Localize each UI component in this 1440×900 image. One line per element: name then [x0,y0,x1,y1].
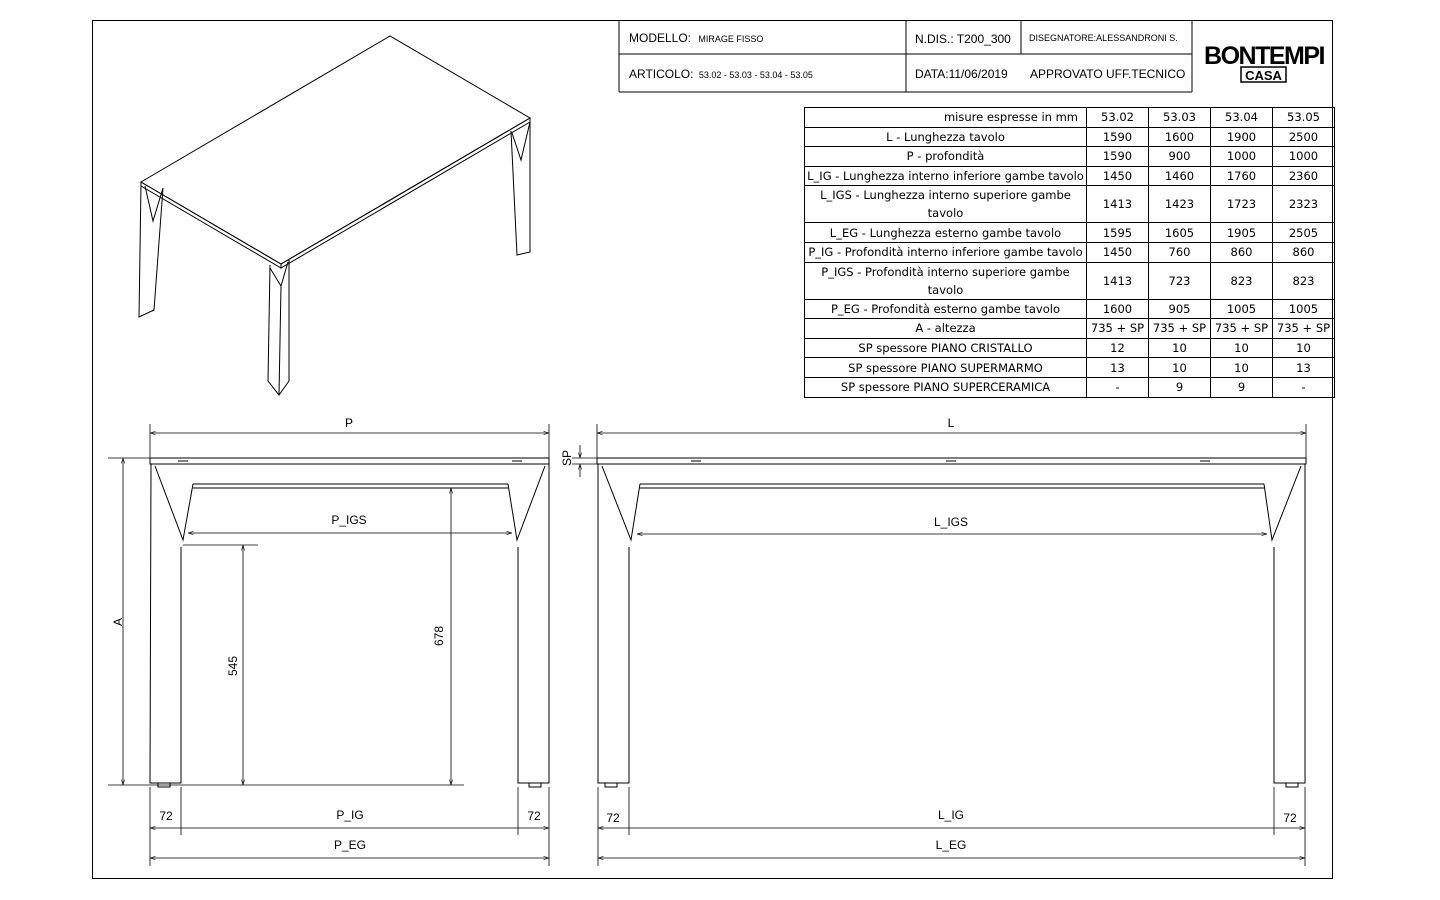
row-label: P_IGS - Profondità interno superiore gambe tavolo [805,262,1087,299]
row-value: 10 [1273,338,1335,358]
side-view-labels [111,416,541,852]
row-value: 10 [1149,358,1211,378]
table-header-label: misure espresse in mm [805,108,1087,128]
row-label: L - Lunghezza tavolo [805,127,1087,147]
row-value: 10 [1211,358,1273,378]
row-label: L_IGS - Lunghezza interno superiore gambe tavolo [805,186,1087,223]
row-label: P - profondità [805,147,1087,167]
row-value: 2360 [1273,166,1335,186]
dim-label-l-eg: L_EG [935,838,967,852]
dim-label-sp: SP [560,449,574,467]
row-value: 9 [1211,377,1273,397]
row-value: 2505 [1273,223,1335,243]
designer-field: DISEGNATORE:ALESSANDRONI S. [1029,33,1178,43]
row-value: 1000 [1211,147,1273,167]
row-value: 860 [1273,242,1335,262]
row-value: 735 + SP [1087,319,1149,339]
row-value: 1760 [1211,166,1273,186]
row-value: 1590 [1087,127,1149,147]
row-value: 735 + SP [1149,319,1211,339]
front-view-dimensions [572,424,1306,866]
dim-label-545: 545 [226,655,240,677]
row-value: 13 [1087,358,1149,378]
row-value: 9 [1149,377,1211,397]
isometric-table-view [139,36,530,395]
front-view [597,458,1306,787]
column-header: 53.02 [1087,108,1149,128]
row-value: 760 [1149,242,1211,262]
dim-label-leg-right: 72 [1283,811,1297,825]
row-value: 1600 [1149,127,1211,147]
dim-label-l-ig: L_IG [937,808,965,822]
row-value: 723 [1149,262,1211,299]
logo-sub-text: CASA [1245,68,1282,83]
row-value: 1723 [1211,186,1273,223]
row-value: - [1273,377,1335,397]
row-value: 1595 [1087,223,1149,243]
row-value: 1605 [1149,223,1211,243]
logo-brand-text: BONTEMPI [1204,42,1324,70]
dim-label-l-igs: L_IGS [933,515,969,529]
row-value: 735 + SP [1273,319,1335,339]
row-label: SP spessore PIANO SUPERMARMO [805,358,1087,378]
row-value: 1413 [1087,186,1149,223]
row-value: 10 [1211,338,1273,358]
row-value: 12 [1087,338,1149,358]
data-label: DATA: [915,67,949,81]
row-value: 13 [1273,358,1335,378]
row-label: L_EG - Lunghezza esterno gambe tavolo [805,223,1087,243]
row-value: 1005 [1273,299,1335,319]
row-value: 1590 [1087,147,1149,167]
row-value: 823 [1211,262,1273,299]
dim-label-p-igs: P_IGS [331,513,367,527]
row-value: 10 [1149,338,1211,358]
row-value: 2500 [1273,127,1335,147]
column-header: 53.03 [1149,108,1211,128]
row-value: 900 [1149,147,1211,167]
row-value: 2323 [1273,186,1335,223]
row-value: 905 [1149,299,1211,319]
row-value: 1600 [1087,299,1149,319]
row-value: 1423 [1149,186,1211,223]
dim-label-p-ig: P_IG [336,808,364,822]
row-value: 1450 [1087,242,1149,262]
articolo-label: ARTICOLO: [629,67,694,81]
column-header: 53.05 [1273,108,1335,128]
dim-label-678: 678 [432,625,446,647]
dim-label-p: P [344,416,354,430]
modello-value: MIRAGE FISSO [698,34,764,44]
articolo-value: 53.02 - 53.03 - 53.04 - 53.05 [698,70,813,80]
row-label: P_EG - Profondità esterno gambe tavolo [805,299,1087,319]
row-value: 1005 [1211,299,1273,319]
ndis-value: T200_300 [956,32,1011,46]
side-view-dimensions [108,424,549,866]
row-value: 1460 [1149,166,1211,186]
row-value: 735 + SP [1211,319,1273,339]
dim-label-p-eg: P_EG [333,838,367,852]
column-header: 53.04 [1211,108,1273,128]
row-value: 860 [1211,242,1273,262]
row-value: 1905 [1211,223,1273,243]
row-label: SP spessore PIANO SUPERCERAMICA [805,377,1087,397]
row-value: - [1087,377,1149,397]
dim-label-l: L [947,416,955,430]
row-label: A - altezza [805,319,1087,339]
row-value: 1900 [1211,127,1273,147]
row-label: P_IG - Profondità interno inferiore gambe tavolo [805,242,1087,262]
dim-label-a: A [111,617,125,627]
row-value: 1413 [1087,262,1149,299]
modello-label: MODELLO: [629,31,692,45]
approval-field: APPROVATO UFF.TECNICO [1030,67,1186,81]
row-value: 1450 [1087,166,1149,186]
row-value: 1000 [1273,147,1335,167]
row-label: L_IG - Lunghezza interno inferiore gambe tavolo [805,166,1087,186]
side-view [150,458,549,787]
row-value: 823 [1273,262,1335,299]
front-view-labels [560,416,1297,852]
data-value: 11/06/2019 [948,67,1008,81]
row-label: SP spessore PIANO CRISTALLO [805,338,1087,358]
dim-label-leg-left: 72 [606,811,620,825]
ndis-label: N.DIS.: [915,32,954,46]
dim-label-leg-right: 72 [527,809,541,823]
dim-label-leg-left: 72 [159,809,173,823]
